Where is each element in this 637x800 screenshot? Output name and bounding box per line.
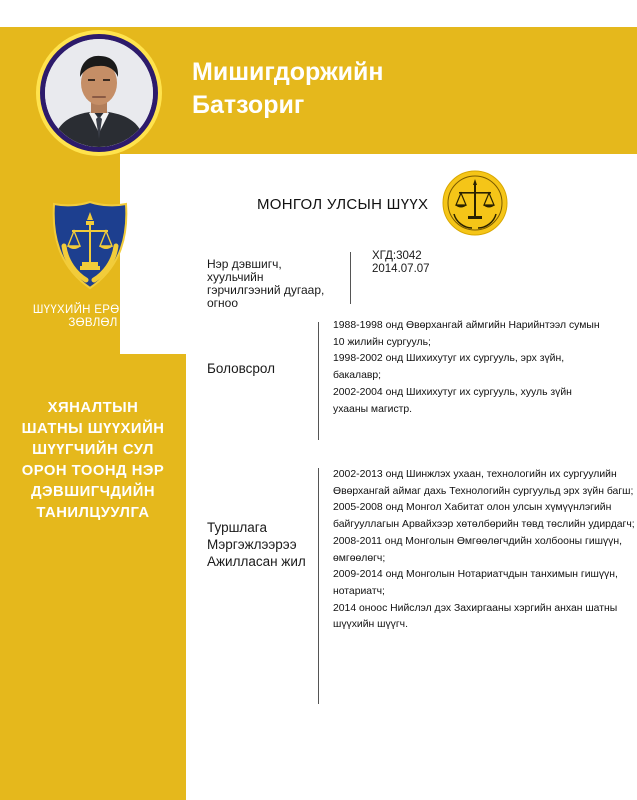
nomination-label-line: хуульчийн: [207, 270, 264, 284]
education-label: Боловсрол: [207, 361, 275, 376]
experience-line: 2014 оноос Нийслэл дэх Захиргааны хэргийн анхан шатны: [333, 602, 618, 614]
education-line: 2002-2004 онд Шихихутуг их сургууль, хууль зүйн: [333, 386, 572, 398]
divider: [350, 252, 351, 304]
introduction-line: ТАНИЛЦУУЛГА: [36, 505, 150, 521]
experience-line: 2009-2014 онд Монголын Нотариатчдын танхимын гишүүн,: [333, 569, 618, 581]
experience-line: өмгөөлөгч;: [333, 552, 386, 564]
experience-line: 2002-2013 онд Шинжлэх ухаан, технологийн их сургуулийн: [333, 469, 617, 480]
experience-label-line: Мэргэжлээрээ: [207, 537, 297, 552]
education-line: 10 жилийн сургууль;: [333, 336, 431, 348]
court-emblem-icon: [442, 170, 508, 236]
education-line: 1988-1998 онд Өвөрхангай аймгийн Нарийнтээл сумын: [333, 320, 600, 331]
experience-line: 2005-2008 онд Монгол Хабитат олон улсын хүмүүнлэгийн: [333, 502, 612, 514]
person-name-line2: Батзориг: [192, 91, 305, 119]
experience-line: шүүхийн шүүгч.: [333, 619, 408, 631]
experience-line: 2008-2011 онд Монголын Өмгөөлөгчдийн холбооны гишүүн,: [333, 535, 622, 547]
nomination-label: [207, 258, 324, 310]
divider: [318, 322, 319, 440]
experience-label: [207, 519, 306, 570]
judicial-council-emblem-icon: [50, 200, 130, 290]
education-line: ухааны магистр.: [333, 403, 413, 415]
experience-label-line: Туршлага: [207, 520, 267, 535]
experience-list: [333, 467, 635, 634]
council-name-line2: ЗӨВЛӨЛ: [68, 317, 118, 329]
introduction-line: ОРОН ТООНД НЭР: [21, 463, 165, 479]
portrait-frame: [36, 30, 162, 156]
experience-line: Өвөрхангай аймаг дахь Технологийн сургуульд эрх зүйн багш;: [333, 485, 634, 497]
sidebar-background-joint: [120, 150, 186, 154]
council-name: [14, 304, 172, 330]
experience-label-line: Ажилласан жил: [207, 554, 306, 569]
nomination-label-line: огноо: [207, 296, 239, 310]
certificate-info: [372, 250, 430, 276]
nomination-label-line: Нэр дэвшигч,: [207, 257, 282, 271]
introduction-line: ШАТНЫ ШҮҮХИЙН: [21, 421, 165, 437]
introduction-heading: [14, 398, 172, 524]
education-list: [333, 318, 600, 418]
certificate-date: 2014.07.07: [372, 263, 430, 275]
education-line: бакалавр;: [333, 370, 382, 382]
introduction-line: ХЯНАЛТЫН: [47, 400, 139, 416]
experience-line: байгууллагын Арвайхээр хөтөлбөрийн төвд төслийн удирдагч;: [333, 519, 635, 531]
person-name-line1: Мишигдоржийн: [192, 58, 384, 86]
introduction-line: ШҮҮГЧИЙН СУЛ: [32, 442, 154, 458]
divider: [318, 468, 319, 704]
introduction-line: ДЭВШИГЧДИЙН: [30, 484, 156, 500]
experience-line: нотариатч;: [333, 585, 385, 597]
council-name-line1: ШҮҮХИЙН ЕРӨНХИЙ: [32, 304, 154, 316]
certificate-number: ХГД:3042: [372, 250, 422, 262]
person-name: [192, 56, 384, 122]
court-title: МОНГОЛ УЛСЫН ШҮҮХ: [257, 196, 429, 213]
education-line: 1998-2002 онд Шихихутуг их сургууль, эрх зүйн,: [333, 353, 565, 365]
nomination-label-line: гэрчилгээний дугаар,: [207, 283, 325, 297]
portrait-photo: [40, 34, 158, 152]
